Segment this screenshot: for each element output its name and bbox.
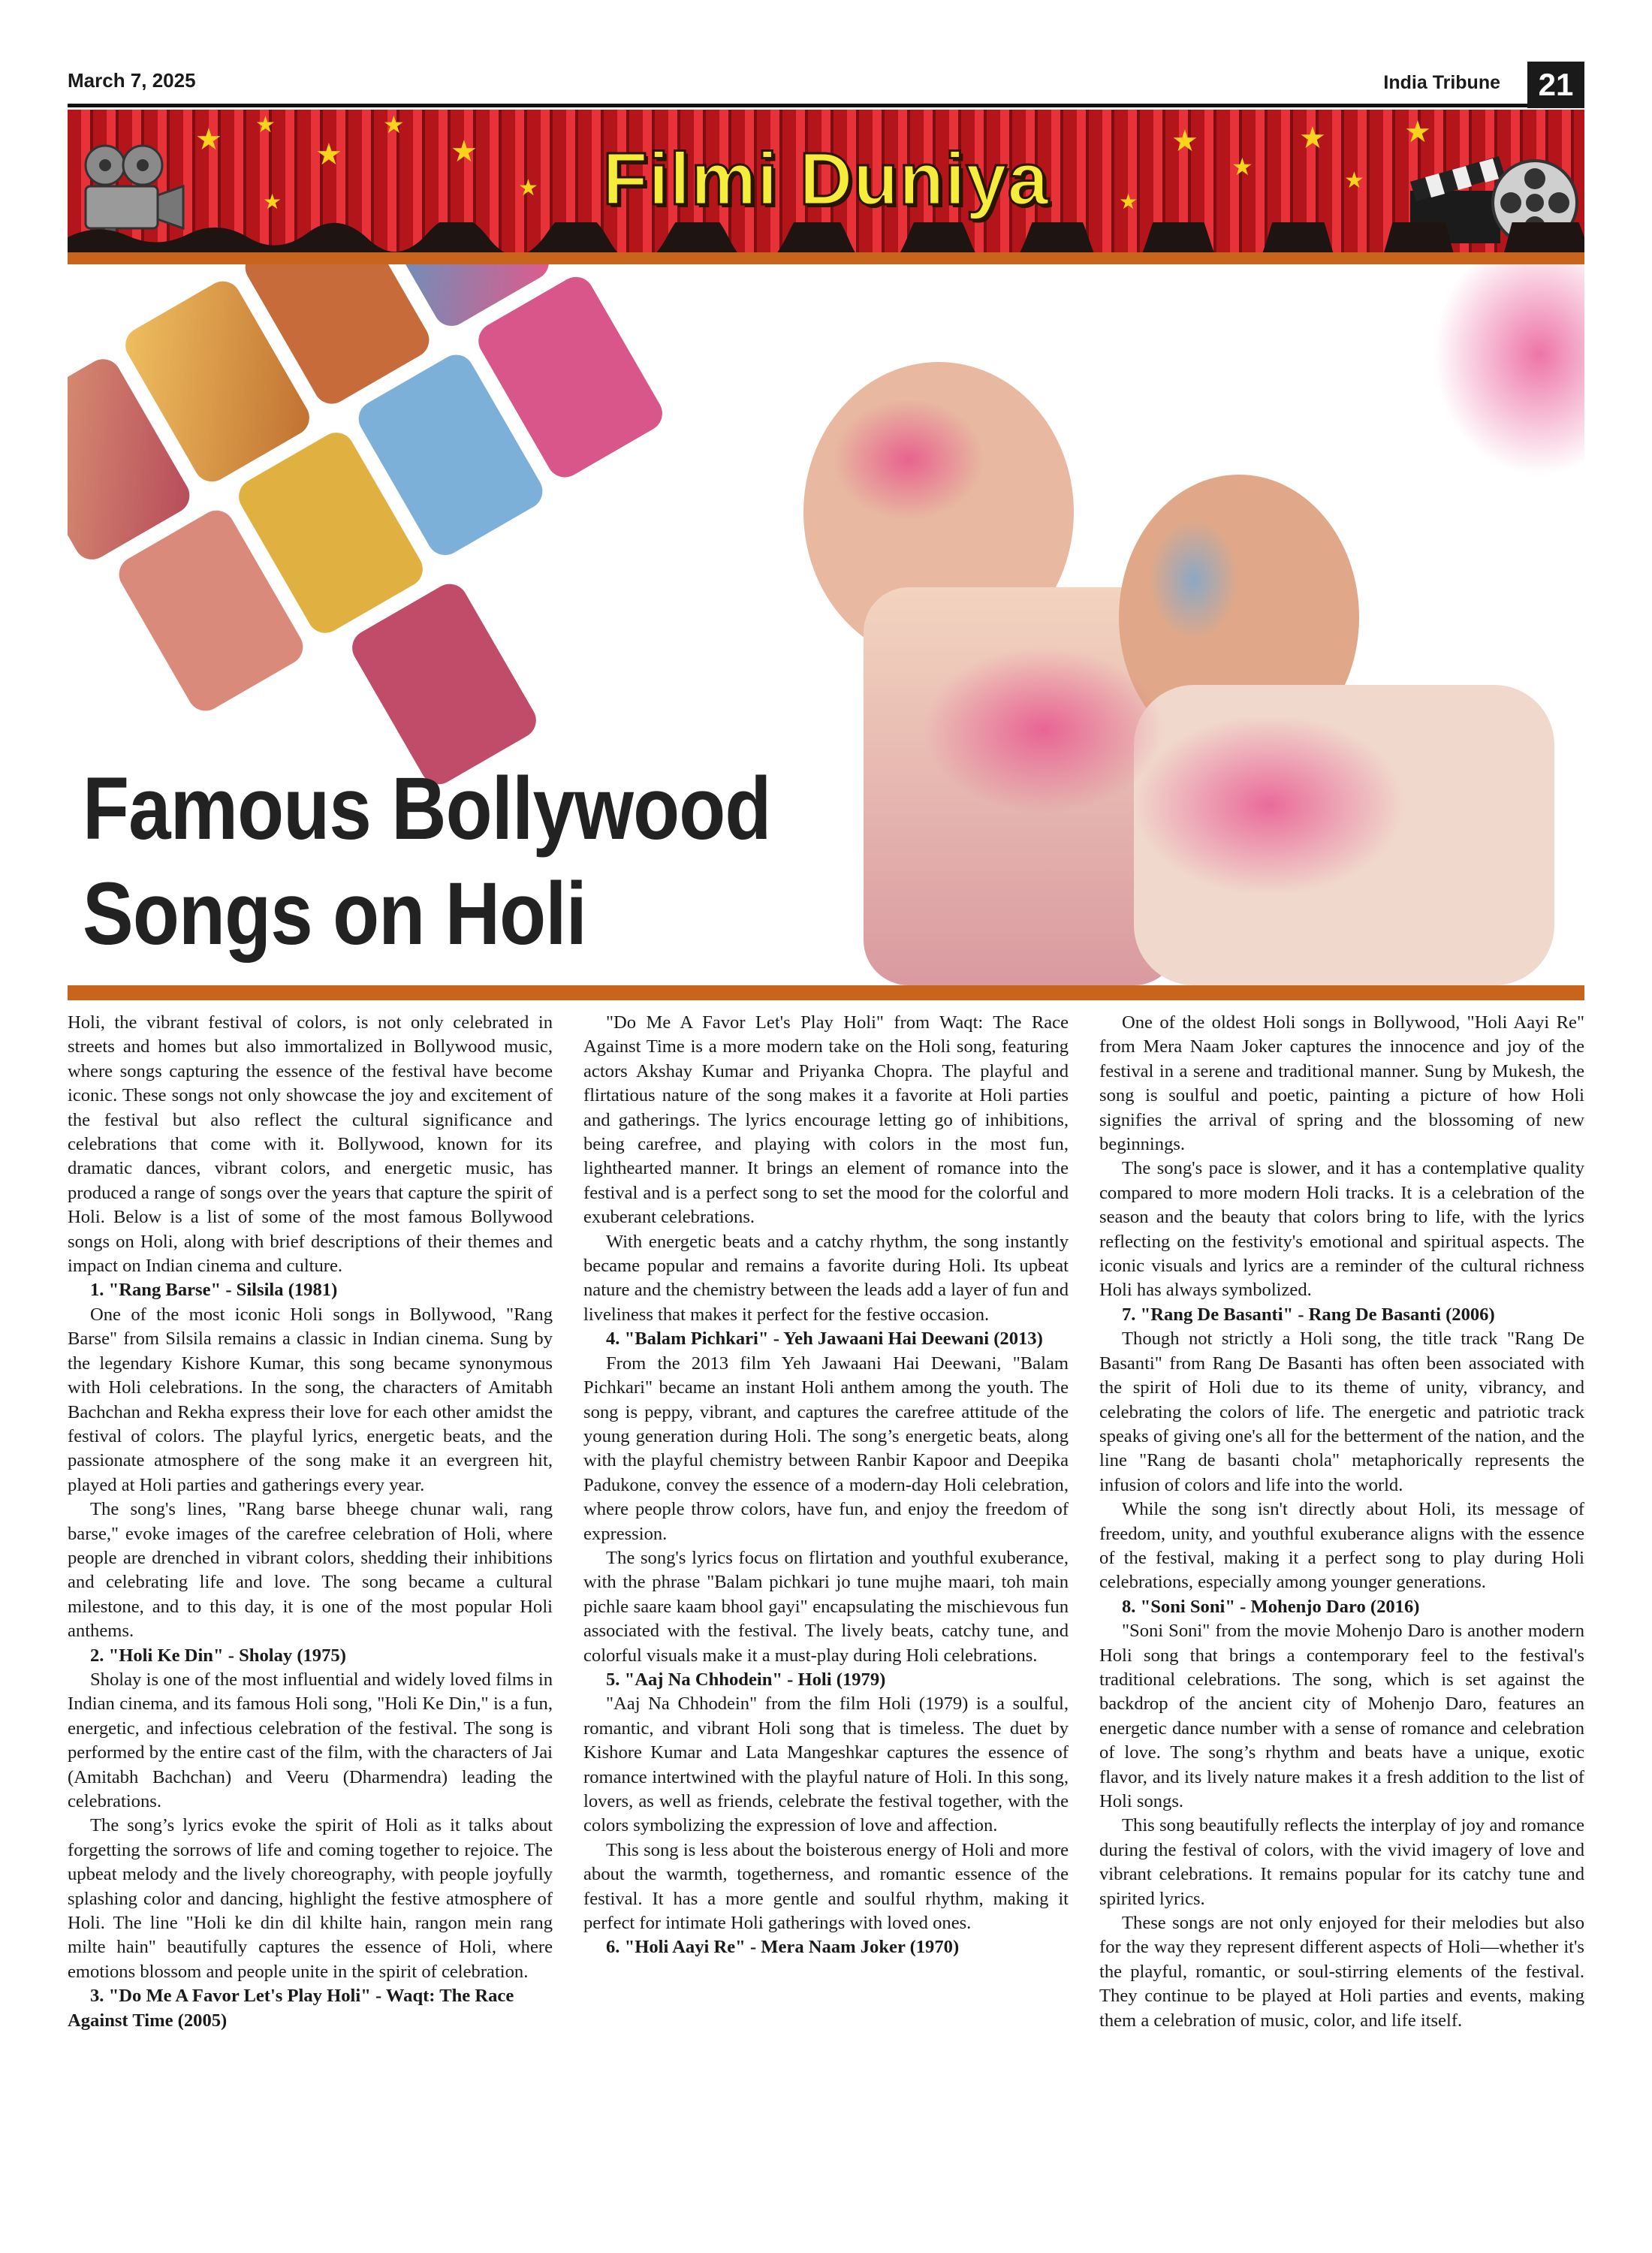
article-column-1	[68, 1011, 553, 2033]
paragraph: "Soni Soni" from the movie Mohenjo Daro is another modern Holi song that brings a contemporary feel to the festival's traditional celebrations. The song, which is set against the backdrop of the ancient city of Mohenjo Daro, features an energetic dance number with a sense of romance and celebration of love. The song’s rhythm and beats have a unique, exotic flavor, and its lively nature makes it a fresh addition to the list of Holi songs.	[1099, 1621, 1584, 1811]
closing-paragraph: These songs are not only enjoyed for their melodies but also for the way they represent different aspects of Holi—whether it's the playful, romantic, or soul-stirring elements of the festival. They continue to be played at Holi parties and events, making them a celebration of music, color, and life itself.	[1099, 1913, 1584, 2031]
section-heading: 5. "Aaj Na Chhodein" - Holi (1979)	[606, 1669, 886, 1690]
paragraph: Sholay is one of the most influential and widely loved films in Indian cinema, and its famous Holi song, "Holi Ke Din," is a fun, energetic, and infectious celebration of the festival. The song is performed by the entire cast of the film, with the characters of Jai (Amitabh Bachchan) and Veeru (Dharmendra) leading the celebrations.	[68, 1669, 553, 1811]
star-icon: ★	[1344, 168, 1364, 193]
paragraph: This song is less about the boisterous energy of Holi and more about the warmth, togetherness, and romantic essence of the festival. It has a more gentle and soulful rhythm, making it perfect for intimate Holi gatherings with loved ones.	[583, 1839, 1069, 1934]
paragraph: The song's pace is slower, and it has a contemplative quality compared to more modern Holi tracks. It is a celebration of the season and the beauty that colors bring to life, with the lyrics reflecting on the festivity's emotional and spiritual aspects. The iconic visuals and lyrics are a reminder of the cultural richness Holi has always symbolized.	[1099, 1158, 1584, 1301]
banner-fringe	[68, 222, 1584, 252]
paragraph: The song's lyrics focus on flirtation and youthful exuberance, with the phrase "Balam pichkari jo tune mujhe maari, toh main pichle saare kaam bhool gayi" encapsulating the mischievous fun associated with the festival. The lively beats, catchy tune, and colorful visuals make it a must-play during Holi celebrations.	[583, 1547, 1069, 1666]
page-header	[68, 66, 1584, 107]
paragraph: From the 2013 film Yeh Jawaani Hai Deewani, "Balam Pichkari" became an instant Holi anthem among the youth. The song is peppy, vibrant, and captures the carefree attitude of the young generation during Holi. The song’s energetic beats, along with the playful chemistry between Ranbir Kapoor and Deepika Padukone, convey the essence of a modern-day Holi celebration, where people throw colors, have fun, and enjoy the freedom of expression.	[583, 1353, 1069, 1544]
paragraph: The song's lines, "Rang barse bheege chunar wali, rang barse," evoke images of the carefree celebration of Holi, where people are drenched in vibrant colors, shedding their inhibitions and celebrating life and love. The song became a cultural milestone, and to this day, it is one of the most popular Holi anthems.	[68, 1499, 553, 1642]
paragraph: While the song isn't directly about Holi, its message of freedom, unity, and youthful exuberance aligns with the essence of the festival, making it a perfect song to play during Holi celebrations, especially among younger generations.	[1099, 1499, 1584, 1593]
paragraph: The song’s lyrics evoke the spirit of Holi as it talks about forgetting the sorrows of life and coming together to rejoice. The upbeat melody and the lively choreography, with people joyfully splashing color and dancing, highlight the festive atmosphere of Holi. The line "Holi ke din dil khilte hain, rangon mein rang milte hain" beautifully captures the essence of Holi, where emotions blossom and people unite in the spirit of celebration.	[68, 1815, 553, 1982]
section-heading: 2. "Holi Ke Din" - Sholay (1975)	[90, 1645, 346, 1666]
star-icon: ★	[383, 111, 405, 138]
hero-collage	[68, 264, 1584, 985]
section-heading: 1. "Rang Barse" - Silsila (1981)	[90, 1280, 338, 1301]
section-title: Filmi Duniya	[602, 137, 1050, 220]
section-heading: 4. "Balam Pichkari" - Yeh Jawaani Hai Deewani (2013)	[606, 1329, 1043, 1350]
star-icon: ★	[1299, 121, 1326, 155]
accent-bar-bottom	[68, 985, 1584, 1000]
headline-line-2: Songs on Holi	[83, 864, 586, 964]
article-column-2	[583, 1011, 1069, 1960]
star-icon: ★	[1119, 191, 1138, 214]
star-icon: ★	[1404, 115, 1431, 149]
section-heading: 7. "Rang De Basanti" - Rang De Basanti (2006)	[1122, 1304, 1495, 1325]
star-icon: ★	[195, 122, 222, 156]
accent-bar-top	[68, 252, 1584, 264]
paragraph: This song beautifully reflects the interplay of joy and romance during the festival of colors, with the vivid imagery of love and vibrant celebrations. It remains popular for its catchy tune and spirited lyrics.	[1099, 1815, 1584, 1909]
issue-date: March 7, 2025	[68, 69, 196, 92]
paragraph: One of the most iconic Holi songs in Bollywood, "Rang Barse" from Silsila remains a classic in Indian cinema. Sung by the legendary Kishore Kumar, this song became synonymous with Holi celebrations. In the song, the characters of Amitabh Bachchan and Rekha express their love for each other amidst the festival of colors. The playful lyrics, energetic beats, and the passionate atmosphere of the song make it an evergreen hit, played at Holi parties and gatherings every year.	[68, 1304, 553, 1495]
paragraph: One of the oldest Holi songs in Bollywood, "Holi Aayi Re" from Mera Naam Joker captures the innocence and joy of the festival in a serene and traditional manner. Sung by Mukesh, the song is soulful and poetic, painting a picture of how Holi signifies the arrival of spring and the blossoming of new beginnings.	[1099, 1012, 1584, 1155]
section-banner	[68, 110, 1584, 252]
section-heading: 6. "Holi Aayi Re" - Mera Naam Joker (1970)	[606, 1937, 960, 1958]
paragraph: With energetic beats and a catchy rhythm, the song instantly became popular and remains a favorite during Holi. Its upbeat nature and the chemistry between the leads add a layer of fun and liveliness that makes it perfect for the festive occasion.	[583, 1231, 1069, 1325]
paragraph: "Aaj Na Chhodein" from the film Holi (1979) is a soulful, romantic, and vibrant Holi song that is timeless. The duet by Kishore Kumar and Lata Mangeshkar captures the essence of romance intertwined with the playful nature of Holi. In this song, lovers, as well as friends, celebrate the festival together, with the colors symbolizing the expression of love and affection.	[583, 1694, 1069, 1836]
section-heading: 8. "Soni Soni" - Mohenjo Daro (2016)	[1122, 1596, 1420, 1617]
star-icon: ★	[263, 191, 282, 214]
star-icon: ★	[315, 137, 342, 171]
article-headline	[83, 756, 771, 967]
intro-paragraph: Holi, the vibrant festival of colors, is not only celebrated in streets and homes but also immortalized in Bollywood music, where songs capturing the essence of the festival have become iconic. These songs not only showcase the joy and excitement of the festival but also reflect the cultural significance and celebrations that come with it. Bollywood, known for its dramatic dances, vibrant colors, and energetic music, has produced a range of songs over the years that capture the spirit of Holi. Below is a list of some of the most famous Bollywood songs on Holi, along with brief descriptions of their themes and impact on Indian cinema and culture.	[68, 1012, 553, 1277]
star-icon: ★	[255, 113, 276, 137]
star-icon: ★	[518, 176, 538, 201]
star-icon: ★	[1231, 153, 1253, 180]
publication-name: India Tribune	[1383, 72, 1500, 93]
star-icon: ★	[1171, 124, 1198, 158]
star-icon: ★	[451, 134, 478, 168]
paragraph: "Do Me A Favor Let's Play Holi" from Waqt: The Race Against Time is a more modern take on the Holi song, featuring actors Akshay Kumar and Priyanka Chopra. The playful and flirtatious nature of the song makes it a favorite at Holi parties and gatherings. The lyrics encourage letting go of inhibitions, being carefree, and playing with colors in the most fun, lighthearted manner. It brings an element of romance into the festival and is a perfect song to set the mood for the colorful and exuberant celebrations.	[583, 1012, 1069, 1228]
section-heading: 3. "Do Me A Favor Let's Play Holi" - Waqt: The Race Against Time (2005)	[68, 1986, 514, 2031]
article-column-3	[1099, 1011, 1584, 2033]
paragraph: Though not strictly a Holi song, the title track "Rang De Basanti" from Rang De Basanti has often been associated with the spirit of Holi due to its theme of unity, vibrancy, and celebrating the colors of life. The energetic and patriotic track speaks of giving one's all for the betterment of the nation, and the line "Rang de basanti chola" metaphorically represents the infusion of colors and life into the world.	[1099, 1329, 1584, 1495]
page-number: 21	[1527, 62, 1584, 108]
headline-line-1: Famous Bollywood	[83, 759, 771, 858]
